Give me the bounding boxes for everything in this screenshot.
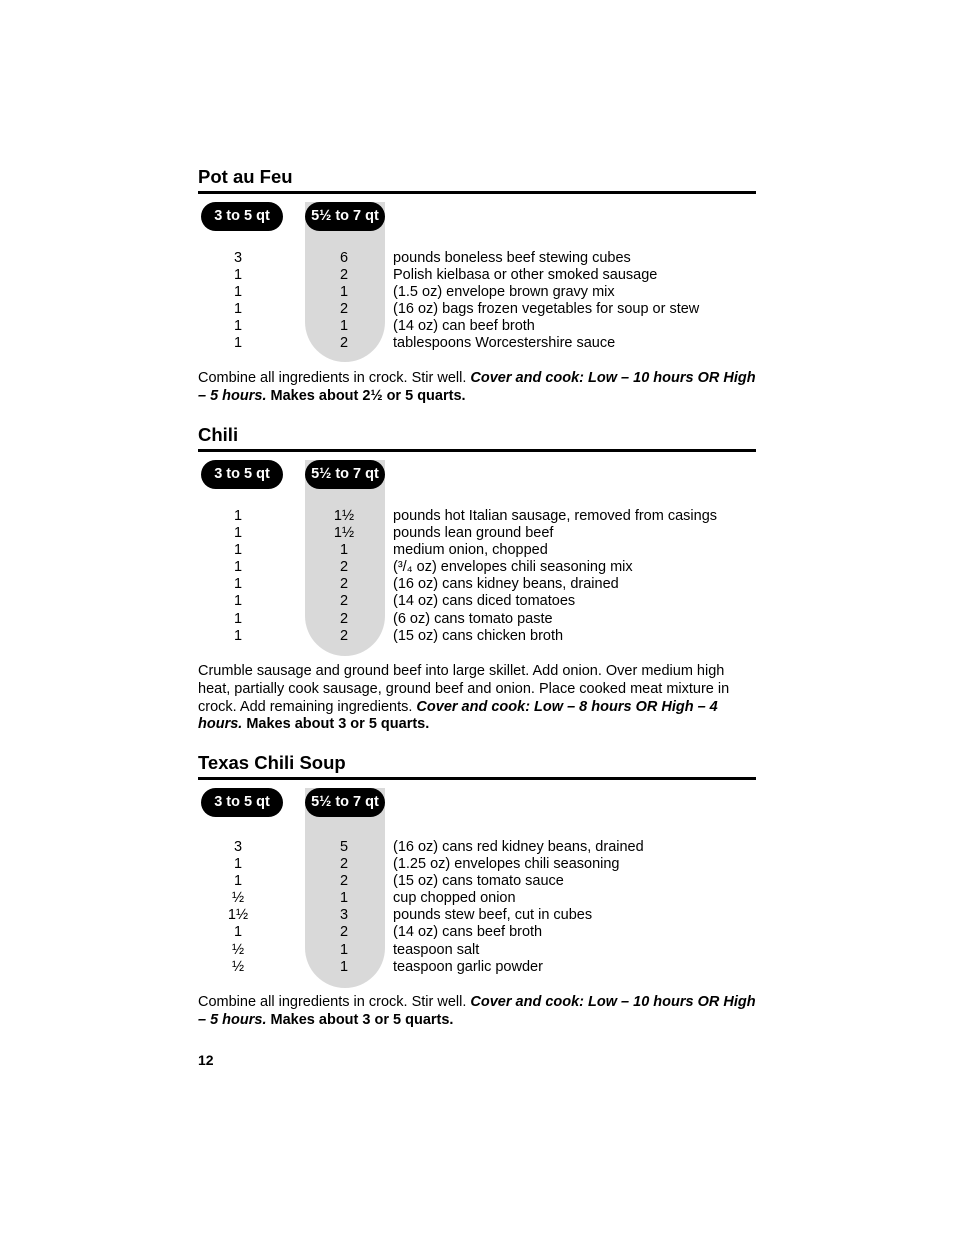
ingredient-desc: (15 oz) cans chicken broth — [393, 627, 564, 644]
qty-large: 5 — [339, 839, 349, 855]
title-divider — [198, 191, 756, 194]
ingredient-desc: pounds stew beef, cut in cubes — [393, 907, 593, 924]
instructions-text: Combine all ingredients in crock. Stir well. — [198, 370, 471, 386]
qty-large: 2 — [339, 267, 349, 284]
qty-large: 1 — [339, 284, 349, 301]
qty-small: 1 — [233, 593, 243, 610]
qty-large: 2 — [339, 576, 349, 593]
qty-small: ½ — [231, 890, 245, 907]
recipe-title: Texas Chili Soup — [198, 752, 346, 773]
cook-time: Cover and cook: Low – 8 hours OR High – 4 hours. — [198, 698, 718, 733]
ingredient-row — [198, 576, 756, 593]
recipe-instructions — [198, 994, 756, 1030]
qty-small: 1 — [233, 318, 243, 335]
ingredient-row — [198, 924, 756, 941]
title-divider — [198, 777, 756, 780]
ingredient-row — [198, 318, 756, 335]
ingredient-desc: tablespoons Worcestershire sauce — [393, 335, 616, 352]
qty-small: 1 — [233, 284, 243, 301]
qty-large: 2 — [339, 301, 349, 318]
ingredient-desc: pounds lean ground beef — [393, 525, 554, 542]
ingredient-list — [198, 508, 756, 645]
yield-text: Makes about 3 or 5 quarts. — [246, 716, 430, 733]
ingredient-row — [198, 301, 756, 318]
ingredient-desc: teaspoon salt — [393, 941, 480, 958]
cook-time: Cover and cook: Low – 10 hours OR High – 5 hours. — [198, 994, 756, 1028]
qty-large: 1½ — [333, 525, 355, 542]
ingredient-desc: (1.5 oz) envelope brown gravy mix — [393, 284, 615, 301]
ingredient-row — [198, 839, 756, 856]
qty-small: 1 — [233, 873, 243, 890]
qty-large: 2 — [339, 559, 349, 576]
ingredient-row — [198, 856, 756, 873]
qty-small: 1 — [233, 335, 243, 352]
qty-large: 1 — [339, 318, 349, 335]
qty-large: 2 — [339, 924, 349, 941]
recipe-instructions — [198, 370, 756, 406]
ingredient-row — [198, 267, 756, 284]
ingredient-desc: (16 oz) bags frozen vegetables for soup or stew — [393, 301, 700, 318]
qty-large: 3 — [339, 907, 349, 924]
ingredient-row — [198, 907, 756, 924]
recipe-title: Chili — [198, 424, 239, 445]
title-divider — [198, 449, 756, 452]
qty-small: 1 — [233, 627, 243, 644]
qty-small: ½ — [231, 941, 245, 958]
ingredient-row — [198, 959, 756, 976]
qty-large: 1 — [339, 890, 349, 907]
ingredient-row — [198, 542, 756, 559]
size-badge-small: 3 to 5 qt — [201, 460, 283, 489]
instructions-text: Crumble sausage and ground beef into large skillet. Add onion. Over medium high heat, partially cook sausage, ground beef and onion. Place cooked meat mixture in crock. Add remaining ingredients. — [198, 663, 730, 715]
ingredient-row — [198, 873, 756, 890]
qty-small: 1 — [233, 856, 243, 873]
ingredient-desc: medium onion, chopped — [393, 542, 548, 559]
size-badge-small: 3 to 5 qt — [201, 788, 283, 817]
qty-large: 1 — [339, 941, 349, 958]
ingredient-row — [198, 628, 756, 645]
size-badge-small: 3 to 5 qt — [201, 202, 283, 231]
ingredient-row — [198, 559, 756, 576]
qty-large: 2 — [339, 335, 349, 352]
ingredient-row — [198, 335, 756, 352]
qty-small: 1 — [233, 301, 243, 318]
ingredient-list — [198, 250, 756, 353]
ingredient-row — [198, 525, 756, 542]
ingredient-desc: (16 oz) cans red kidney beans, drained — [393, 839, 644, 855]
ingredient-desc: Polish kielbasa or other smoked sausage — [393, 267, 658, 284]
ingredient-desc: (15 oz) cans tomato sauce — [393, 873, 564, 890]
size-badge-large: 5½ to 7 qt — [305, 202, 385, 231]
qty-large: 2 — [339, 593, 349, 610]
ingredient-desc: (6 oz) cans tomato paste — [393, 610, 553, 627]
size-badge-large: 5½ to 7 qt — [305, 460, 385, 489]
instructions-text: Combine all ingredients in crock. Stir well. — [198, 994, 471, 1010]
qty-small: 1 — [233, 576, 243, 593]
recipe-instructions — [198, 663, 756, 734]
size-badge-large: 5½ to 7 qt — [305, 788, 385, 817]
qty-large: 1 — [339, 542, 349, 559]
qty-small: 1 — [233, 924, 243, 941]
qty-large: 2 — [339, 610, 349, 627]
ingredient-desc: (14 oz) cans diced tomatoes — [393, 593, 576, 610]
cook-time: Cover and cook: Low – 10 hours OR High – 5 hours. — [198, 370, 756, 404]
qty-small: 3 — [233, 250, 243, 266]
qty-small: 1 — [233, 542, 243, 559]
qty-large: 2 — [339, 856, 349, 873]
qty-small: 1½ — [227, 907, 249, 924]
qty-small: 3 — [233, 839, 243, 855]
ingredient-desc: pounds boneless beef stewing cubes — [393, 250, 631, 266]
ingredient-row — [198, 593, 756, 610]
ingredient-row — [198, 508, 756, 525]
qty-small: ½ — [231, 958, 245, 975]
yield-text: Makes about 3 or 5 quarts. — [270, 1011, 454, 1028]
ingredient-desc: (14 oz) cans beef broth — [393, 924, 543, 941]
ingredient-desc: pounds hot Italian sausage, removed from casings — [393, 508, 718, 524]
ingredient-row — [198, 250, 756, 267]
ingredient-row — [198, 890, 756, 907]
qty-small: 1 — [233, 525, 243, 542]
ingredient-desc: (1.25 oz) envelopes chili seasoning — [393, 856, 620, 873]
ingredient-row — [198, 611, 756, 628]
qty-small: 1 — [233, 267, 243, 284]
yield-text: Makes about 2½ or 5 quarts. — [270, 387, 466, 404]
ingredient-row — [198, 284, 756, 301]
qty-small: 1 — [233, 610, 243, 627]
ingredient-desc: teaspoon garlic powder — [393, 958, 543, 975]
page-number: 12 — [198, 1052, 214, 1068]
ingredient-list — [198, 839, 756, 976]
qty-small: 1 — [233, 559, 243, 576]
ingredient-desc: (16 oz) cans kidney beans, drained — [393, 576, 619, 593]
ingredient-row — [198, 942, 756, 959]
ingredient-desc: (14 oz) can beef broth — [393, 318, 535, 335]
qty-small: 1 — [233, 508, 243, 524]
recipe-title: Pot au Feu — [198, 166, 293, 187]
qty-large: 2 — [339, 873, 349, 890]
qty-large: 1 — [339, 958, 349, 975]
qty-large: 1½ — [333, 508, 355, 524]
ingredient-desc: (³/₄ oz) envelopes chili seasoning mix — [393, 559, 633, 576]
qty-large: 6 — [339, 250, 349, 266]
ingredient-desc: cup chopped onion — [393, 890, 516, 907]
qty-large: 2 — [339, 627, 349, 644]
